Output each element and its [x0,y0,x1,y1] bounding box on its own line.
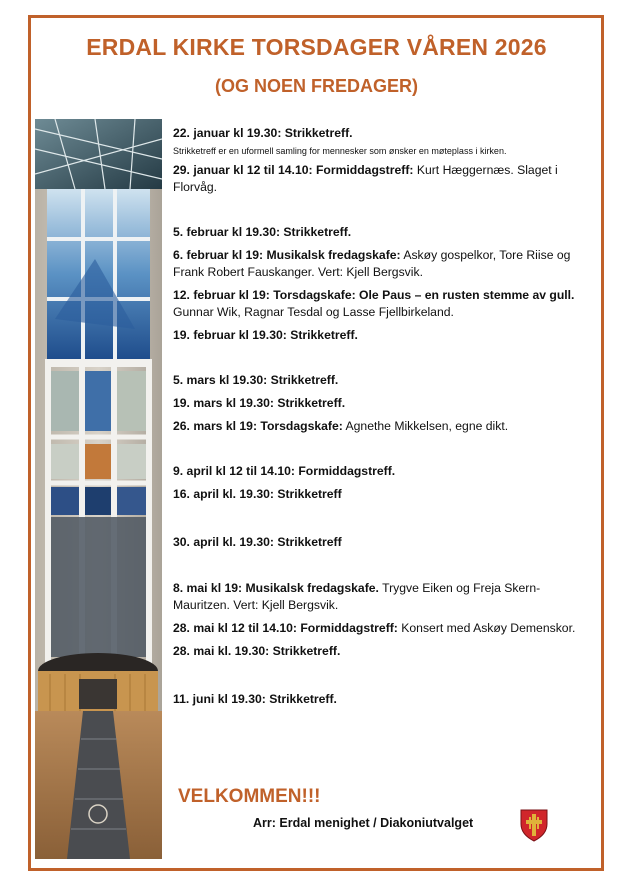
event-item: 5. februar kl 19.30: Strikketreff. [173,225,352,239]
event-note: Strikketreff er en uformell samling for mennesker som ønsker en møteplass i kirken. [173,146,507,156]
event-item: 22. januar kl 19.30: Strikketreff. [173,126,353,140]
event-item: 12. februar kl 19: Torsdagskafe: Ole Paus – en rusten stemme av gull. Gunnar Wik, Ragnar Tesdal og Lasse Fjellbirkeland. [173,288,575,319]
event-item: 5. mars kl 19.30: Strikketreff. [173,373,339,387]
event-item: 16. april kl. 19.30: Strikketreff [173,487,342,501]
welcome-text: VELKOMMEN!!! [178,786,321,807]
event-item: 11. juni kl 19.30: Strikketreff. [173,692,337,706]
event-item: 28. mai kl 12 til 14.10: Formiddagstreff: Konsert med Askøy Demenskor. [173,621,576,635]
church-interior-photo [35,119,162,859]
event-item: 28. mai kl. 19.30: Strikketreff. [173,644,341,658]
event-item: 19. februar kl 19.30: Strikketreff. [173,328,358,342]
event-item: 29. januar kl 12 til 14.10: Formiddagstreff: Kurt Hæggernæs. Slaget i Florvåg. [173,163,558,194]
event-item: 6. februar kl 19: Musikalsk fredagskafe: Askøy gospelkor, Tore Riise og Frank Robert Fauskanger. Vert: Kjell Bergsvik. [173,248,571,279]
event-item: 8. mai kl 19: Musikalsk fredagskafe. Trygve Eiken og Freja Skern-Mauritzen. Vert: Kjell Bergsvik. [173,581,541,612]
event-item: 30. april kl. 19.30: Strikketreff [173,535,342,549]
event-item: 26. mars kl 19: Torsdagskafe: Agnethe Mikkelsen, egne dikt. [173,419,509,433]
event-item: 19. mars kl 19.30: Strikketreff. [173,396,346,410]
poster-subtitle: (OG NOEN FREDAGER) [214,76,418,96]
organizer-text: Arr: Erdal menighet / Diakoniutvalget [253,816,474,830]
poster-title: ERDAL KIRKE TORSDAGER VÅREN 2026 [86,34,547,60]
event-item: 9. april kl 12 til 14.10: Formiddagstreff. [173,464,396,478]
church-cross-shield-icon [519,808,549,842]
event-list [173,125,593,708]
